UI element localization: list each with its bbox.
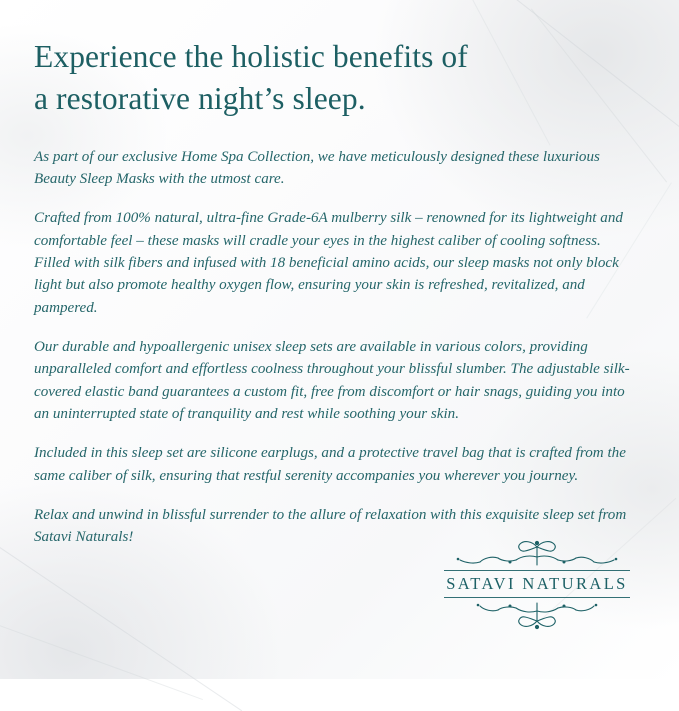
- brand-name: SATAVI NATURALS: [446, 574, 628, 593]
- floral-flourish-icon: [444, 601, 630, 633]
- logo-divider-top: [444, 570, 630, 571]
- description-paragraph-2: Crafted from 100% natural, ultra-fine Grade-6A mulberry silk – renowned for its lightweight and comfortable feel – these masks will cradle your eyes in the highest caliber of cooling softness. Filled with silk fibers and infused with 18 beneficial amino acids, our sleep masks not only block light but also promote healthy oxygen flow, ensuring your skin is refreshed, revitalized, and pampered.: [34, 210, 623, 316]
- page-title-line-1: Experience the holistic benefits of: [34, 39, 468, 74]
- brand-logo: [437, 537, 637, 633]
- page-title: [34, 36, 645, 120]
- description-paragraph-4: Included in this sleep set are silicone earplugs, and a protective travel bag that is crafted from the same caliber of silk, ensuring that restful serenity accompanies you wherever you journey.: [34, 445, 626, 484]
- description-paragraph-3: Our durable and hypoallergenic unisex sleep sets are available in various colors, providing unparalleled comfort and effortless coolness throughout your blissful slumber. The adjustable silk-covered elastic band guarantees a custom fit, free from discomfort or hair snags, guiding you into an uninterrupted state of tranquility and rest while soothing your skin.: [34, 339, 630, 423]
- product-description: [34, 146, 634, 549]
- marble-vein: [0, 617, 203, 700]
- floral-flourish-icon: [444, 537, 630, 567]
- logo-divider-bottom: [444, 597, 630, 598]
- description-paragraph-5: Relax and unwind in blissful surrender to the allure of relaxation with this exquisite sleep set from Satavi Naturals!: [34, 507, 627, 546]
- page-title-line-2: a restorative night’s sleep.: [34, 80, 366, 116]
- description-paragraph-1: As part of our exclusive Home Spa Collection, we have meticulously designed these luxurious Beauty Sleep Masks with the utmost care.: [34, 148, 600, 188]
- marble-vein: [0, 526, 242, 711]
